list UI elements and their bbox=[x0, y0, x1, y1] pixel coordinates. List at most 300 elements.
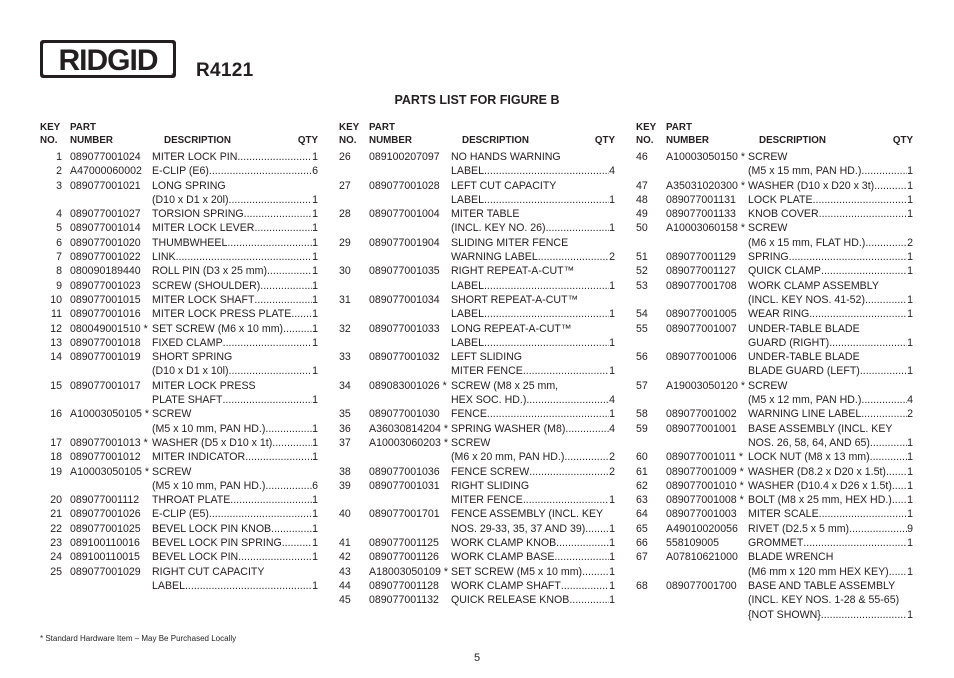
header-key: KEY bbox=[636, 122, 657, 133]
dot-leader bbox=[861, 164, 907, 178]
description-text: LEFT SLIDING bbox=[451, 351, 523, 364]
description-line bbox=[152, 264, 318, 278]
part-description bbox=[748, 379, 913, 408]
description-text: SPRING WASHER (M8) bbox=[451, 422, 566, 435]
description-text: LOCK NUT (M8 x 13 mm) bbox=[748, 451, 870, 464]
description-text: MITER INDICATOR bbox=[152, 451, 246, 464]
table-row bbox=[636, 322, 913, 351]
part-description bbox=[748, 150, 913, 179]
description-line bbox=[152, 579, 318, 593]
key-number: 61 bbox=[636, 465, 648, 478]
description-text: (D10 x D1 x 10l) bbox=[152, 365, 229, 378]
header-part: PART bbox=[666, 122, 692, 133]
dot-leader bbox=[803, 536, 907, 550]
description-text: WASHER (D10 x D20 x 3t) bbox=[748, 179, 875, 192]
quantity: 9 bbox=[907, 522, 913, 535]
key-number: 54 bbox=[636, 308, 648, 321]
table-row bbox=[40, 522, 318, 536]
part-number: 089077001025 bbox=[70, 522, 141, 535]
description-line bbox=[152, 450, 318, 464]
dot-leader bbox=[484, 193, 609, 207]
description-line bbox=[451, 193, 615, 207]
dot-leader bbox=[487, 407, 609, 421]
description-line bbox=[451, 336, 615, 350]
part-description bbox=[152, 565, 318, 594]
key-number: 64 bbox=[636, 508, 648, 521]
part-number: 089077001127 bbox=[666, 265, 736, 278]
description-line bbox=[152, 436, 318, 450]
part-number: 089077001007 bbox=[666, 322, 737, 335]
table-row bbox=[339, 293, 615, 322]
description-line bbox=[748, 522, 913, 536]
table-row bbox=[636, 507, 913, 521]
description-text: MITER LOCK PRESS PLATE bbox=[152, 308, 292, 321]
header-qty: QTY bbox=[594, 135, 615, 146]
key-number: 28 bbox=[339, 208, 351, 221]
description-text: BEVEL LOCK PIN bbox=[152, 551, 239, 564]
description-text: WORK CLAMP BASE bbox=[451, 551, 555, 564]
part-number: 089077001013 * bbox=[70, 436, 148, 449]
part-description bbox=[748, 350, 913, 379]
description-text: BLADE WRENCH bbox=[748, 551, 834, 564]
dot-leader bbox=[484, 164, 609, 178]
description-text: RIVET (D2.5 x 5 mm) bbox=[748, 522, 850, 535]
key-number: 41 bbox=[339, 537, 351, 550]
column-header bbox=[40, 121, 318, 150]
dot-leader bbox=[283, 322, 312, 336]
part-description bbox=[451, 565, 615, 579]
part-description bbox=[152, 307, 318, 321]
dot-leader bbox=[223, 336, 312, 350]
quantity: 1 bbox=[312, 151, 318, 163]
part-number: 089077001012 bbox=[70, 451, 141, 464]
table-row bbox=[40, 236, 318, 250]
description-line bbox=[152, 293, 318, 307]
description-line bbox=[451, 250, 615, 264]
description-line bbox=[748, 565, 913, 579]
key-number: 66 bbox=[636, 537, 648, 550]
part-number: A10003060203 * bbox=[369, 436, 448, 449]
quantity: 1 bbox=[907, 179, 913, 192]
table-row bbox=[339, 536, 615, 550]
part-number: 089077001016 bbox=[70, 308, 141, 321]
table-row bbox=[636, 193, 913, 207]
part-description bbox=[748, 536, 913, 550]
description-text: SCREW bbox=[748, 151, 788, 163]
quantity: 1 bbox=[312, 494, 318, 507]
table-row bbox=[40, 307, 318, 321]
part-number: 089077001011 * bbox=[666, 451, 743, 464]
key-number: 15 bbox=[50, 379, 62, 392]
description-text: NO HANDS WARNING bbox=[451, 151, 561, 163]
table-row bbox=[40, 550, 318, 564]
table-row bbox=[636, 379, 913, 408]
key-number: 4 bbox=[56, 208, 62, 221]
part-description bbox=[451, 150, 615, 179]
key-number: 17 bbox=[50, 436, 62, 449]
key-number: 6 bbox=[56, 236, 62, 249]
table-row bbox=[40, 279, 318, 293]
table-row bbox=[339, 236, 615, 265]
key-number: 32 bbox=[339, 322, 351, 335]
description-text: (INCL. KEY NO. 26) bbox=[451, 222, 546, 235]
description-line bbox=[748, 450, 913, 464]
dot-leader bbox=[254, 221, 312, 235]
part-number: 089077001133 bbox=[666, 208, 736, 221]
dot-leader bbox=[870, 450, 907, 464]
table-row bbox=[40, 221, 318, 235]
part-number: 089077001017 bbox=[70, 379, 141, 392]
description-line bbox=[451, 179, 615, 193]
table-row bbox=[339, 322, 615, 351]
quantity: 1 bbox=[312, 394, 318, 407]
description-line bbox=[152, 336, 318, 350]
key-number: 26 bbox=[339, 151, 351, 163]
parts-column-2 bbox=[339, 121, 615, 608]
quantity: 1 bbox=[907, 537, 913, 550]
description-text: RIGHT CUT CAPACITY bbox=[152, 565, 265, 578]
dot-leader bbox=[484, 279, 609, 293]
description-line bbox=[152, 364, 318, 378]
quantity: 1 bbox=[907, 308, 913, 321]
description-line bbox=[152, 279, 318, 293]
table-row bbox=[636, 279, 913, 308]
header-part-number bbox=[70, 121, 113, 147]
part-number: 089077001014 bbox=[70, 222, 141, 235]
description-text: SET SCREW (M5 x 10 mm) bbox=[451, 565, 583, 578]
description-line bbox=[152, 221, 318, 235]
dot-leader bbox=[569, 593, 609, 607]
quantity: 1 bbox=[609, 193, 615, 206]
key-number: 33 bbox=[339, 351, 351, 364]
dot-leader bbox=[892, 493, 907, 507]
key-number: 36 bbox=[339, 422, 351, 435]
part-description bbox=[451, 322, 615, 351]
description-text: NOS. 26, 58, 64, AND 65) bbox=[748, 436, 870, 449]
description-line bbox=[748, 536, 913, 550]
quantity: 1 bbox=[609, 365, 615, 378]
dot-leader bbox=[260, 279, 312, 293]
key-number: 25 bbox=[50, 565, 62, 578]
part-description bbox=[451, 436, 615, 465]
table-row bbox=[339, 550, 615, 564]
quantity: 1 bbox=[312, 322, 318, 335]
part-description bbox=[748, 322, 913, 351]
description-text: SCREW bbox=[748, 379, 788, 392]
dot-leader bbox=[865, 293, 907, 307]
parts-column-1 bbox=[40, 121, 318, 593]
key-number: 23 bbox=[50, 537, 62, 550]
part-description bbox=[451, 407, 615, 421]
dot-leader bbox=[821, 264, 907, 278]
description-text: LINK bbox=[152, 251, 176, 264]
description-line bbox=[152, 522, 318, 536]
dot-leader bbox=[272, 436, 312, 450]
description-line bbox=[152, 465, 318, 479]
table-row bbox=[40, 336, 318, 350]
dot-leader bbox=[291, 307, 312, 321]
description-text: QUICK CLAMP bbox=[748, 265, 821, 278]
description-text: MITER LOCK LEVER bbox=[152, 222, 255, 235]
part-description bbox=[152, 179, 318, 208]
description-line bbox=[748, 422, 913, 436]
description-line bbox=[451, 522, 615, 536]
header-key: KEY bbox=[339, 122, 360, 133]
part-number: 089077001030 bbox=[369, 408, 440, 421]
dot-leader bbox=[265, 479, 312, 493]
key-number: 20 bbox=[50, 494, 62, 507]
description-text: GROMMET bbox=[748, 537, 804, 550]
part-description bbox=[748, 279, 913, 308]
table-row bbox=[40, 207, 318, 221]
quantity: 1 bbox=[907, 336, 913, 349]
description-line bbox=[451, 593, 615, 607]
quantity: 1 bbox=[312, 336, 318, 349]
dot-leader bbox=[245, 450, 312, 464]
description-line bbox=[748, 221, 913, 235]
part-description bbox=[748, 193, 913, 207]
key-number: 11 bbox=[51, 308, 62, 321]
description-line bbox=[451, 293, 615, 307]
dot-leader bbox=[819, 207, 907, 221]
header-key-no bbox=[636, 121, 664, 147]
dot-leader bbox=[271, 522, 312, 536]
part-number: 089077001701 bbox=[369, 508, 440, 521]
part-number: 089077001023 bbox=[70, 279, 141, 292]
description-text: BEVEL LOCK PIN SPRING bbox=[152, 537, 282, 550]
description-text: FENCE SCREW bbox=[451, 465, 530, 478]
model-number: R4121 bbox=[196, 60, 254, 81]
description-line bbox=[451, 379, 615, 393]
part-description bbox=[451, 264, 615, 293]
dot-leader bbox=[229, 193, 313, 207]
part-number: 089077001006 bbox=[666, 351, 737, 364]
part-number: 089077001028 bbox=[369, 179, 440, 192]
part-number: 089077001010 * bbox=[666, 479, 744, 492]
quantity: 1 bbox=[312, 208, 318, 221]
description-line bbox=[152, 493, 318, 507]
key-number: 8 bbox=[56, 265, 62, 278]
quantity: 4 bbox=[609, 422, 615, 435]
part-number: 089077001027 bbox=[70, 208, 141, 221]
quantity: 1 bbox=[907, 479, 913, 492]
part-description bbox=[451, 507, 615, 536]
description-text: (INCL. KEY NOS. 1-28 & 55-65) bbox=[748, 594, 900, 607]
quantity: 6 bbox=[312, 479, 318, 492]
quantity: 1 bbox=[907, 436, 913, 449]
quantity: 1 bbox=[907, 451, 913, 464]
table-row bbox=[40, 450, 318, 464]
footnote: * Standard Hardware Item – May Be Purchased Locally bbox=[40, 634, 237, 643]
quantity: 1 bbox=[907, 251, 913, 264]
key-number: 9 bbox=[56, 279, 62, 292]
svg-text:®: ® bbox=[171, 73, 175, 78]
description-line bbox=[152, 479, 318, 493]
key-number: 44 bbox=[339, 579, 351, 592]
key-number: 68 bbox=[636, 579, 648, 592]
table-row bbox=[339, 507, 615, 536]
description-text: LABEL bbox=[451, 165, 484, 178]
dot-leader bbox=[546, 221, 610, 235]
part-number: 089077001022 bbox=[70, 251, 141, 264]
quantity: 1 bbox=[312, 236, 318, 249]
quantity: 1 bbox=[609, 494, 615, 507]
key-number: 43 bbox=[339, 565, 351, 578]
part-description bbox=[451, 236, 615, 265]
description-text: SCREW (SHOULDER) bbox=[152, 279, 261, 292]
part-description bbox=[748, 422, 913, 451]
table-row bbox=[636, 479, 913, 493]
key-number: 13 bbox=[50, 336, 62, 349]
key-number: 49 bbox=[636, 208, 648, 221]
part-number: 089077001132 bbox=[369, 594, 439, 607]
description-text: MITER SCALE bbox=[748, 508, 819, 521]
description-line bbox=[451, 207, 615, 221]
description-text: WARNING LABEL bbox=[451, 251, 538, 264]
quantity: 1 bbox=[312, 293, 318, 306]
description-text: SLIDING MITER FENCE bbox=[451, 236, 569, 249]
part-description bbox=[451, 479, 615, 508]
description-line bbox=[748, 307, 913, 321]
key-number: 19 bbox=[50, 465, 62, 478]
description-text: (M6 x 20 mm, PAN HD.) bbox=[451, 451, 565, 464]
description-line bbox=[748, 507, 913, 521]
part-description bbox=[748, 465, 913, 479]
description-line bbox=[748, 493, 913, 507]
part-description bbox=[152, 150, 318, 164]
header-no: NO. bbox=[40, 135, 58, 146]
part-description bbox=[748, 507, 913, 521]
part-number: 089077001026 bbox=[70, 508, 141, 521]
description-text: FENCE bbox=[451, 408, 487, 421]
table-row bbox=[40, 322, 318, 336]
quantity: 1 bbox=[609, 594, 615, 607]
key-number: 18 bbox=[50, 451, 62, 464]
description-line bbox=[152, 307, 318, 321]
part-number: 089077001008 * bbox=[666, 494, 744, 507]
header-description: DESCRIPTION bbox=[462, 135, 529, 146]
description-text: SCREW bbox=[152, 465, 192, 478]
dot-leader bbox=[237, 150, 312, 164]
quantity: 1 bbox=[907, 565, 913, 578]
dot-leader bbox=[561, 579, 609, 593]
description-line bbox=[451, 264, 615, 278]
quantity: 1 bbox=[907, 508, 913, 521]
dot-leader bbox=[582, 565, 609, 579]
dot-leader bbox=[821, 608, 907, 622]
part-number: 089077001708 bbox=[666, 279, 737, 292]
dot-leader bbox=[892, 479, 907, 493]
key-number: 27 bbox=[339, 179, 351, 192]
key-number: 2 bbox=[56, 165, 62, 178]
table-row bbox=[339, 436, 615, 465]
table-row bbox=[40, 164, 318, 178]
description-line bbox=[748, 465, 913, 479]
part-number: 089077001001 bbox=[666, 422, 737, 435]
figure-title: PARTS LIST FOR FIGURE B bbox=[394, 93, 560, 107]
quantity: 1 bbox=[609, 336, 615, 349]
quantity: 1 bbox=[312, 508, 318, 521]
part-description bbox=[451, 465, 615, 479]
table-row bbox=[636, 536, 913, 550]
dot-leader bbox=[254, 293, 312, 307]
dot-leader bbox=[585, 522, 609, 536]
column-header bbox=[636, 121, 913, 150]
part-description bbox=[451, 550, 615, 564]
table-row bbox=[40, 293, 318, 307]
part-number: A10003060158 * bbox=[666, 222, 745, 235]
table-row bbox=[636, 522, 913, 536]
part-description bbox=[152, 550, 318, 564]
part-number: 089077001002 bbox=[666, 408, 737, 421]
description-line bbox=[451, 507, 615, 521]
part-number: 089100110016 bbox=[70, 537, 140, 550]
dot-leader bbox=[185, 579, 312, 593]
description-line bbox=[748, 364, 913, 378]
key-number: 34 bbox=[339, 379, 351, 392]
description-text: GUARD (RIGHT) bbox=[748, 336, 830, 349]
part-description bbox=[451, 379, 615, 408]
description-line bbox=[451, 422, 615, 436]
part-number: 089077001032 bbox=[369, 351, 440, 364]
part-description bbox=[152, 250, 318, 264]
description-text: (M6 mm x 120 mm HEX KEY) bbox=[748, 565, 889, 578]
part-description bbox=[748, 221, 913, 250]
part-description bbox=[748, 479, 913, 493]
description-text: MITER TABLE bbox=[451, 208, 520, 221]
table-row bbox=[40, 536, 318, 550]
quantity: 1 bbox=[609, 308, 615, 321]
table-row bbox=[40, 493, 318, 507]
table-row bbox=[40, 150, 318, 164]
quantity: 1 bbox=[312, 579, 318, 592]
key-number: 22 bbox=[50, 522, 62, 535]
quantity: 1 bbox=[907, 208, 913, 221]
part-number: A10003050150 * bbox=[666, 151, 745, 163]
key-number: 55 bbox=[636, 322, 648, 335]
table-row bbox=[339, 579, 615, 593]
description-text: (M5 x 15 mm, PAN HD.) bbox=[748, 165, 862, 178]
description-text: FIXED CLAMP bbox=[152, 336, 223, 349]
quantity: 1 bbox=[312, 537, 318, 550]
table-row bbox=[40, 350, 318, 379]
key-number: 42 bbox=[339, 551, 351, 564]
quantity: 4 bbox=[907, 394, 913, 407]
table-row bbox=[636, 422, 913, 451]
header-qty: QTY bbox=[892, 135, 913, 146]
description-text: RIGHT REPEAT-A-CUT™ bbox=[451, 265, 575, 278]
description-text: RIGHT SLIDING bbox=[451, 479, 530, 492]
description-line bbox=[152, 565, 318, 579]
part-number: 089077001018 bbox=[70, 336, 141, 349]
part-number: 089077001125 bbox=[369, 537, 439, 550]
table-row bbox=[339, 264, 615, 293]
part-number: A10003050105 * bbox=[70, 408, 149, 421]
description-line bbox=[152, 350, 318, 364]
key-number: 65 bbox=[636, 522, 648, 535]
dot-leader bbox=[865, 236, 907, 250]
dot-leader bbox=[861, 393, 907, 407]
table-row bbox=[636, 465, 913, 479]
description-line bbox=[451, 465, 615, 479]
dot-leader bbox=[829, 336, 907, 350]
header-part: PART bbox=[70, 122, 96, 133]
key-number: 5 bbox=[56, 222, 62, 235]
key-number: 47 bbox=[636, 179, 648, 192]
description-text: SCREW (M8 x 25 mm, bbox=[451, 379, 559, 392]
key-number: 67 bbox=[636, 551, 648, 564]
description-text: SCREW bbox=[748, 222, 788, 235]
